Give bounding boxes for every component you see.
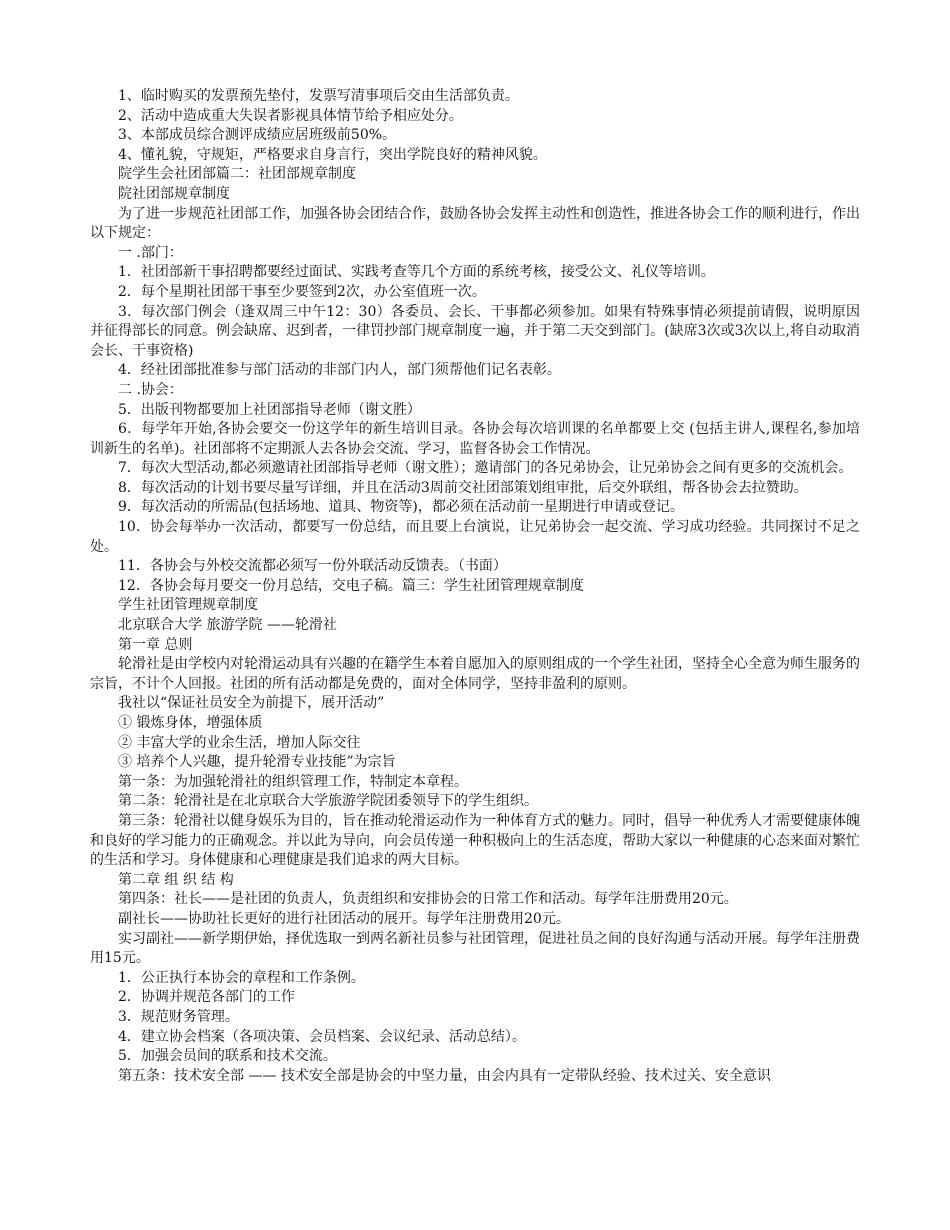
paragraph: 12．各协会每月要交一份月总结，交电子稿。篇三：学生社团管理规章制度	[118, 577, 584, 594]
org-line: 北京联合大学 旅游学院 ——轮滑社	[118, 617, 337, 634]
paragraph: 副社长——协助社长更好的进行社团活动的展开。每学年注册费用20元。	[118, 910, 570, 927]
subsection-heading: 二 .协会：	[118, 381, 183, 398]
chapter-heading: 第一章 总则	[118, 636, 193, 653]
list-item: 3．规范财务管理。	[118, 1008, 239, 1025]
paragraph: 第一条：为加强轮滑社的组织管理工作，特制定本章程。	[118, 773, 468, 790]
paragraph: 3、本部成员综合测评成绩应居班级前50%。	[118, 127, 397, 144]
subsection-heading: 一 .部门：	[118, 244, 183, 261]
paragraph: 2、活动中造成重大失误者影视具体情节给予相应处分。	[118, 107, 463, 124]
chapter-heading: 第二章 组 织 结 构	[118, 871, 234, 888]
section-heading: 院学生会社团部篇二：社团部规章制度	[118, 166, 356, 183]
paragraph: 实习副社——新学期伊始，择优选取一到两名新社员参与社团管理，促进社员之间的良好沟通与活动开展。每学年注册费用15元。	[90, 930, 860, 967]
paragraph: 7．每次大型活动,都必须邀请社团部指导老师（谢文胜）；邀请部门的各兄弟协会，让兄弟协会之间有更多的交流机会。	[118, 460, 853, 477]
paragraph: 1、临时购买的发票预先垫付，发票写清事项后交由生活部负责。	[118, 88, 519, 104]
paragraph: 5．出版刊物都要加上社团部指导老师（谢文胜）	[118, 401, 421, 418]
paragraph: 第四条：社长——是社团的负责人，负责组织和安排协会的日常工作和活动。每学年注册费用20元。	[118, 891, 738, 908]
paragraph: 第五条：技术安全部 —— 技术安全部是协会的中坚力量，由会内具有一定带队经验、技术过关、安全意识	[118, 1067, 771, 1084]
paragraph: 10．协会每举办一次活动，都要写一份总结，而且要上台演说，让兄弟协会一起交流、学习成功经验。共同探讨不足之处。	[90, 519, 860, 555]
paragraph: 6．每学年开始,各协会要交一份这学年的新生培训目录。各协会每次培训课的名单都要上交 (包括主讲人,课程名,参加培训新生的名单)。社团部将不定期派人去各协会交流、学习，监督各协会工作情况。	[90, 421, 860, 457]
section-title: 学生社团管理规章制度	[118, 597, 258, 614]
paragraph: 3．每次部门例会（逢双周三中午12：30）各委员、会长、干事都必须参加。如果有特殊事情必须提前请假，说明原因并征得部长的同意。例会缺席、迟到者，一律罚抄部门规章制度一遍，并于第二天交到部门。(缺席3次或3次以上,将自动取消会长、干事资格)	[90, 303, 860, 359]
section-title: 院社团部规章制度	[118, 185, 230, 202]
list-item: 5．加强会员间的联系和技术交流。	[118, 1048, 337, 1065]
list-item: 4．建立协会档案（各项决策、会员档案、会议纪录、活动总结）。	[118, 1028, 526, 1045]
paragraph: 第二条：轮滑社是在北京联合大学旅游学院团委领导下的学生组织。	[118, 793, 538, 810]
paragraph: 1．社团部新干事招聘都要经过面试、实践考查等几个方面的系统考核，接受公文、礼仪等培训。	[118, 264, 715, 281]
list-item: ③ 培养个人兴趣，提升轮滑专业技能”为宗旨	[118, 754, 396, 771]
paragraph: 我社以“保证社员安全为前提下，展开活动”	[118, 695, 385, 712]
paragraph: 11．各协会与外校交流都必须写一份外联活动反馈表。（书面）	[118, 558, 507, 575]
list-item: 1．公正执行本协会的章程和工作条例。	[118, 969, 365, 986]
paragraph: 4．经社团部批准参与部门活动的非部门内人，部门须帮他们记名表彰。	[118, 362, 561, 379]
paragraph: 2．每个星期社团部干事至少要签到2次，办公室值班一次。	[118, 283, 486, 300]
paragraph: 第三条：轮滑社以健身娱乐为目的，旨在推动轮滑运动作为一种体育方式的魅力。同时，倡导一种优秀人才需要健康体魄和良好的学习能力的正确观念。并以此为导向，向会员传递一种积极向上的生活态度，帮助大家以一种健康的心态来面对繁忙的生活和学习。身体健康和心理健康是我们追求的两大目标。	[90, 812, 860, 869]
list-item: ① 锻炼身体，增强体质	[118, 715, 263, 731]
list-item: 2．协调并规范各部门的工作	[118, 989, 295, 1006]
list-item: ② 丰富大学的业余生活，增加人际交往	[118, 734, 361, 751]
paragraph: 轮滑社是由学校内对轮滑运动具有兴趣的在籍学生本着自愿加入的原则组成的一个学生社团，坚持全心全意为师生服务的宗旨，不计个人回报。社团的所有活动都是免费的，面对全体同学，坚持非盈利的原则。	[90, 656, 860, 692]
paragraph: 8．每次活动的计划书要尽量写详细，并且在活动3周前交社团部策划组审批，后交外联组，帮各协会去拉赞助。	[118, 479, 808, 496]
paragraph: 4、懂礼貌，守规矩，严格要求自身言行，突出学院良好的精神风貌。	[118, 146, 547, 163]
paragraph: 为了进一步规范社团部工作，加强各协会团结合作，鼓励各协会发挥主动性和创造性，推进各协会工作的顺利进行，作出以下规定：	[90, 205, 860, 242]
paragraph: 9．每次活动的所需品(包括场地、道具、物资等)，都必须在活动前一星期进行申请或登记。	[118, 499, 684, 516]
